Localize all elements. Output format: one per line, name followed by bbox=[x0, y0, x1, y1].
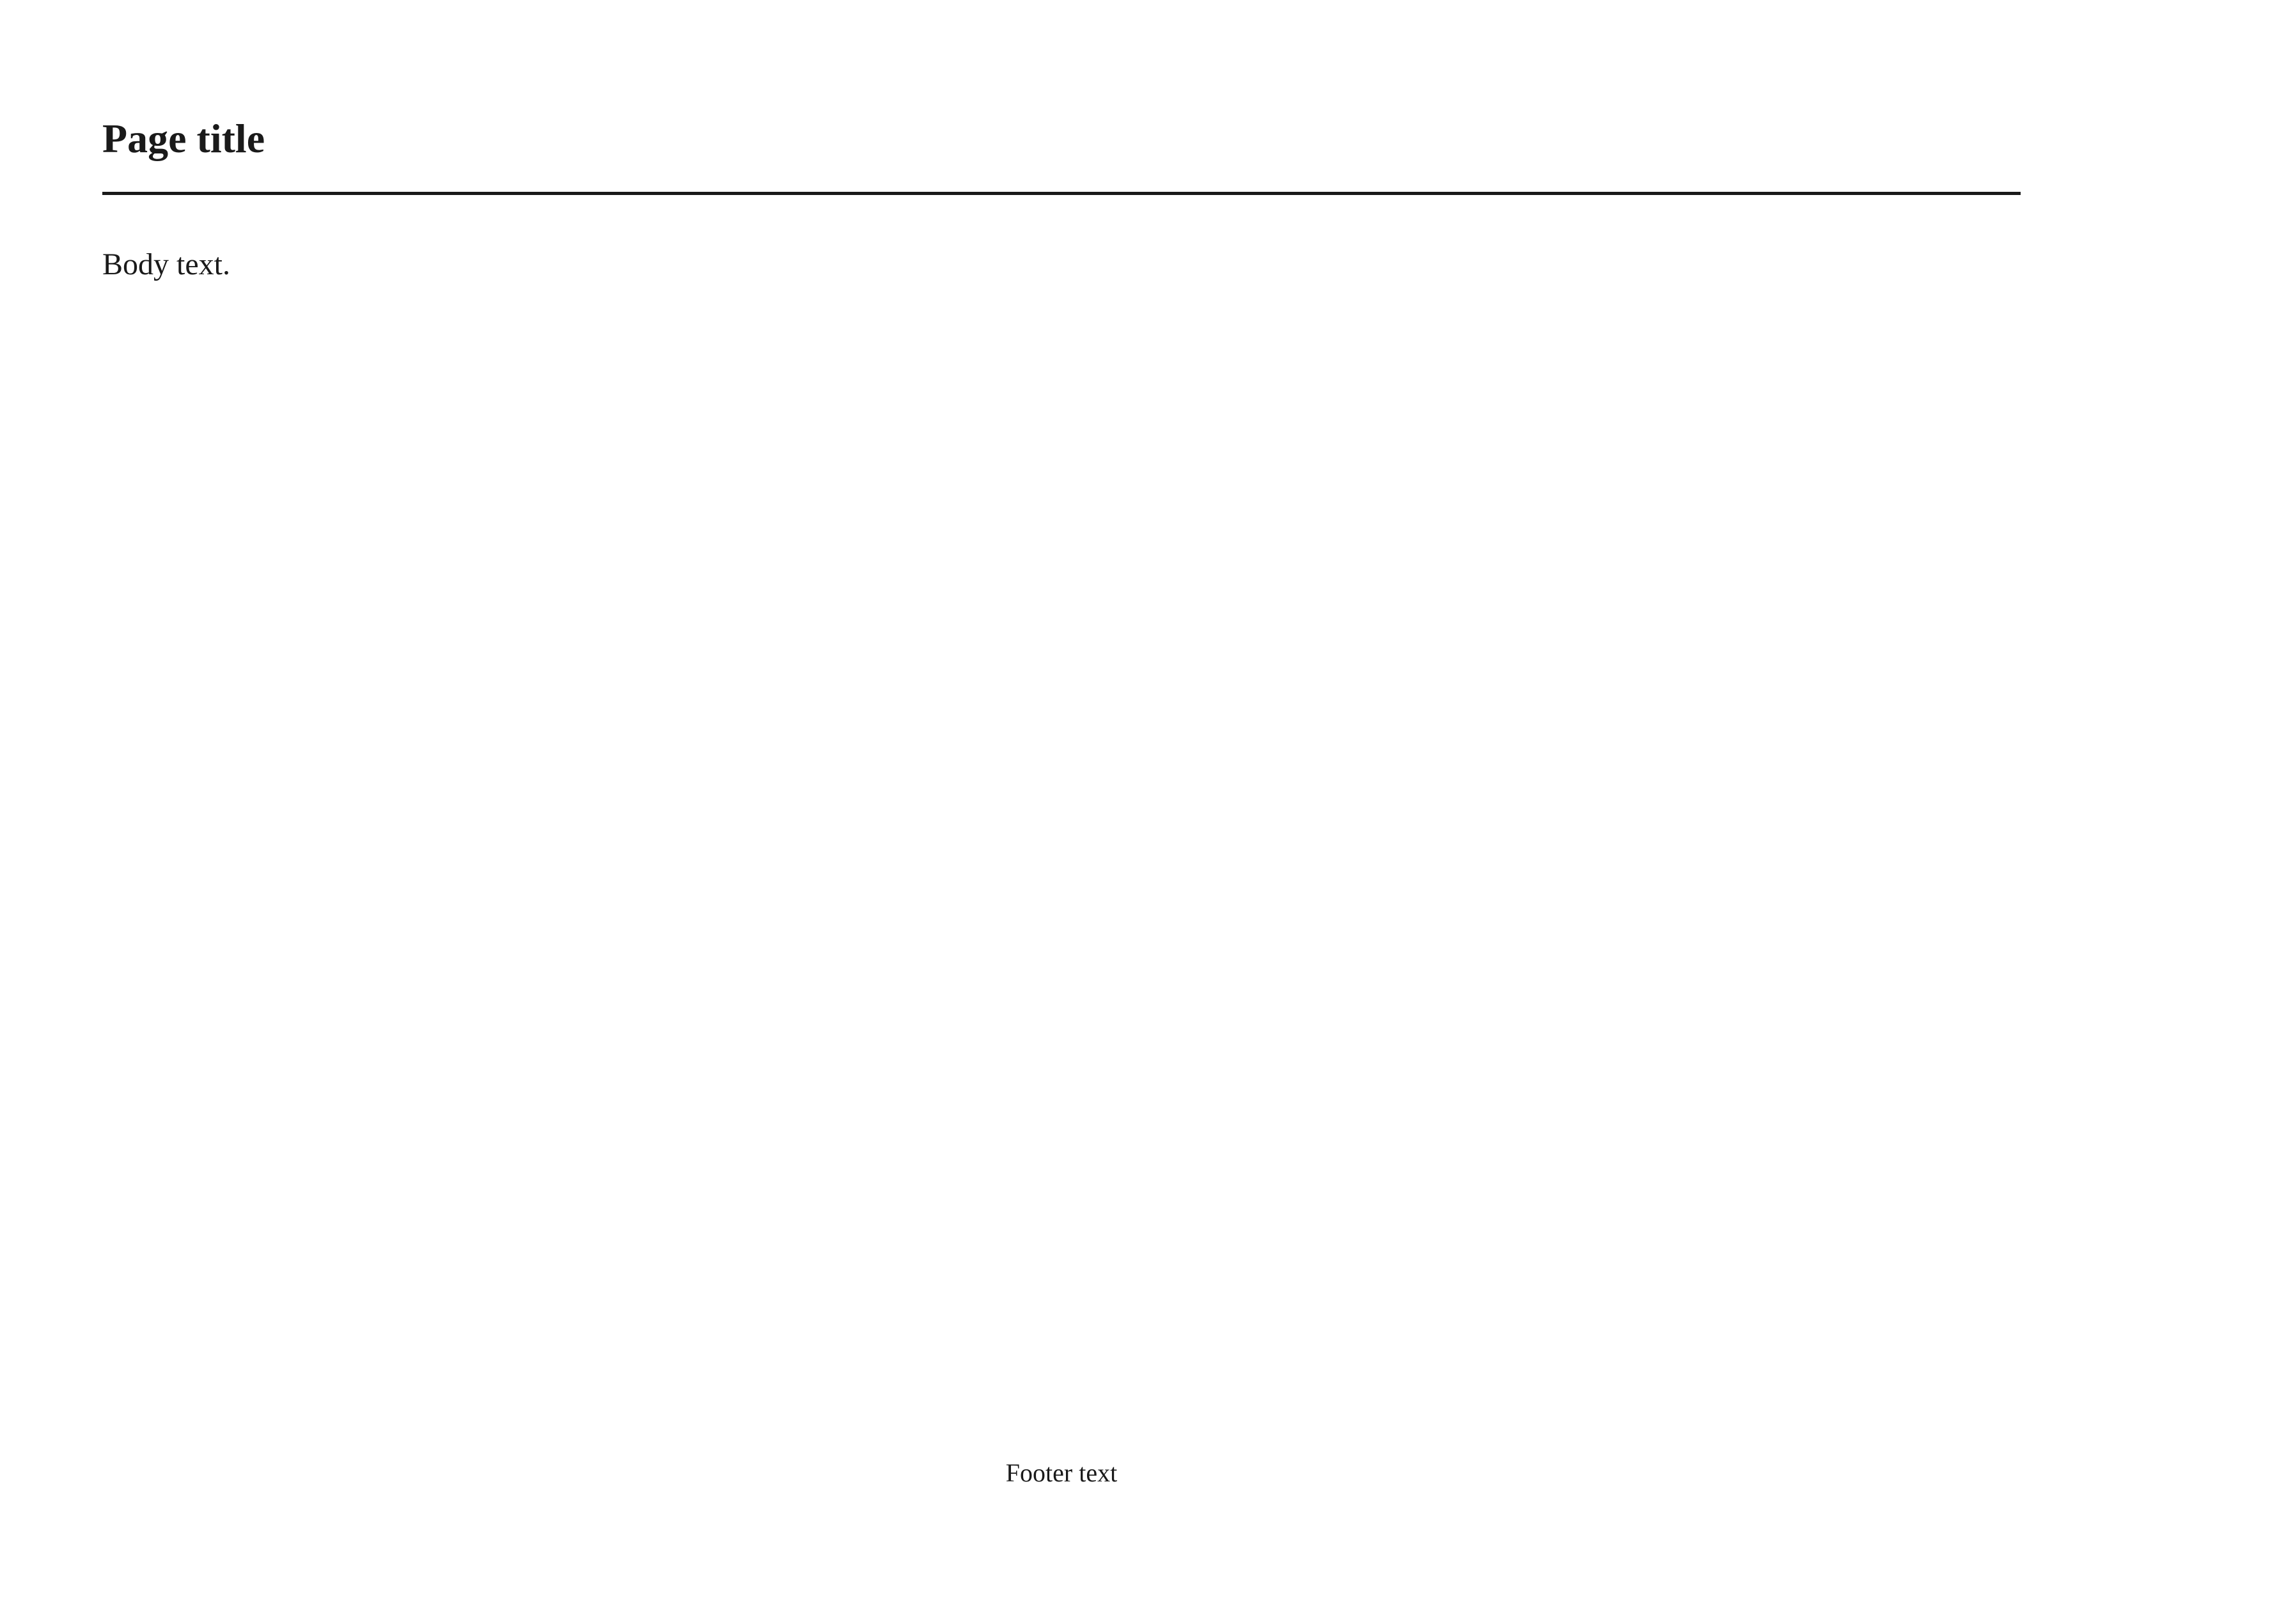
page-content bbox=[102, 115, 2021, 1522]
page-footer: Footer text bbox=[1005, 1458, 1118, 1487]
header-divider bbox=[102, 192, 2021, 195]
page-title: Page title bbox=[102, 116, 265, 161]
body-text: Body text. bbox=[102, 247, 230, 281]
